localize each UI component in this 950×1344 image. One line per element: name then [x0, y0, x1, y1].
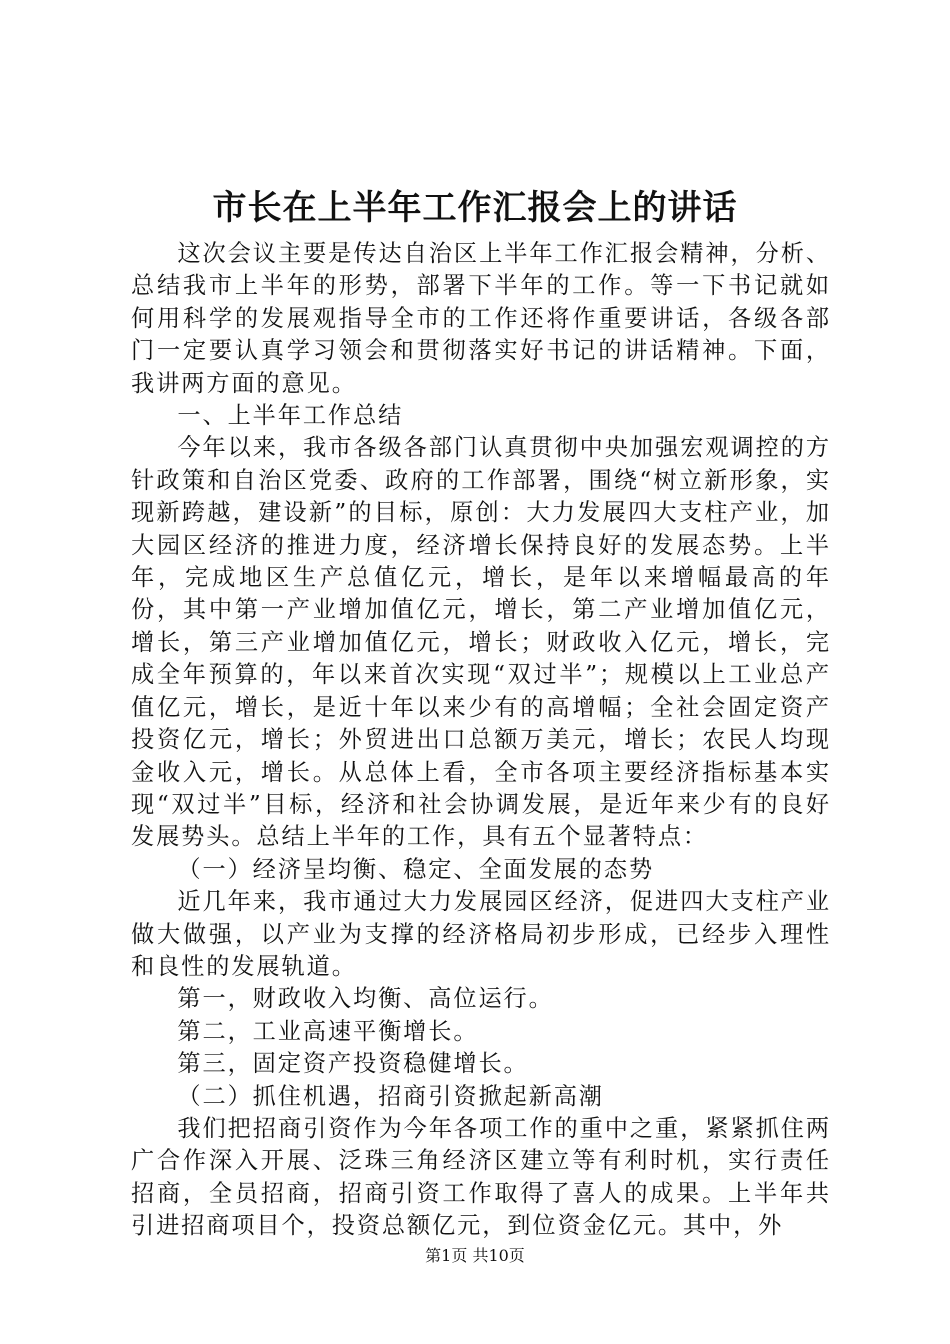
- document-title: 市长在上半年工作汇报会上的讲话: [212, 188, 738, 228]
- paragraph-summary: 今年以来，我市各级各部门认真贯彻中央加强宏观调控的方针政策和自治区党委、政府的工作部署，围绕“树立新形象，实现新跨越，建设新”的目标，原创：大力发展四大支柱产业，加大园区经济的推进力度，经济增长保持良好的发展态势。上半年，完成地区生产总值亿元，增长，是年以来增幅最高的年份，其中第一产业增加值亿元，增长，第二产业增加值亿元，增长，第三产业增加值亿元，增长；财政收入亿元，增长，完成全年预算的，年以来首次实现“双过半”；规模以上工业总产值亿元，增长，是近十年以来少有的高增幅；全社会固定资产投资亿元，增长；外贸进出口总额万美元，增长；农民人均现金收入元，增长。从总体上看，全市各项主要经济指标基本实现“双过半”目标，经济和社会协调发展，是近年来少有的良好发展势头。总结上半年的工作，具有五个显著特点：: [131, 434, 831, 851]
- subsection-heading-1: （一）经济呈均衡、稳定、全面发展的态势: [177, 855, 655, 883]
- paragraph-park-economy: 近几年来，我市通过大力发展园区经济，促进四大支柱产业做大做强，以产业为支撑的经济格局初步形成，已经步入理性和良性的发展轨道。: [131, 888, 831, 980]
- paragraph-intro: 这次会议主要是传达自治区上半年工作汇报会精神，分析、总结我市上半年的形势，部署下半年的工作。等一下书记就如何用科学的发展观指导全市的工作还将作重要讲话，各级各部门一定要认真学习领会和贯彻落实好书记的讲话精神。下面，我讲两方面的意见。: [131, 240, 831, 397]
- section-heading-1: 一、上半年工作总结: [177, 402, 404, 430]
- paragraph-investment: 我们把招商引资作为今年各项工作的重中之重，紧紧抓住两广合作深入开展、泛珠三角经济区建立等有利时机，实行责任招商，全员招商，招商引资工作取得了喜人的成果。上半年共引进招商项目个，投资总额亿元，到位资金亿元。其中，外: [131, 1114, 831, 1240]
- page-number: 第1页 共10页: [425, 1246, 525, 1265]
- point-third: 第三，固定资产投资稳健增长。: [177, 1050, 529, 1078]
- point-first: 第一，财政收入均衡、高位运行。: [177, 985, 554, 1013]
- point-second: 第二，工业高速平衡增长。: [177, 1017, 479, 1045]
- document-body: [131, 238, 831, 1243]
- subsection-heading-2: （二）抓住机遇，招商引资掀起新高潮: [177, 1082, 604, 1110]
